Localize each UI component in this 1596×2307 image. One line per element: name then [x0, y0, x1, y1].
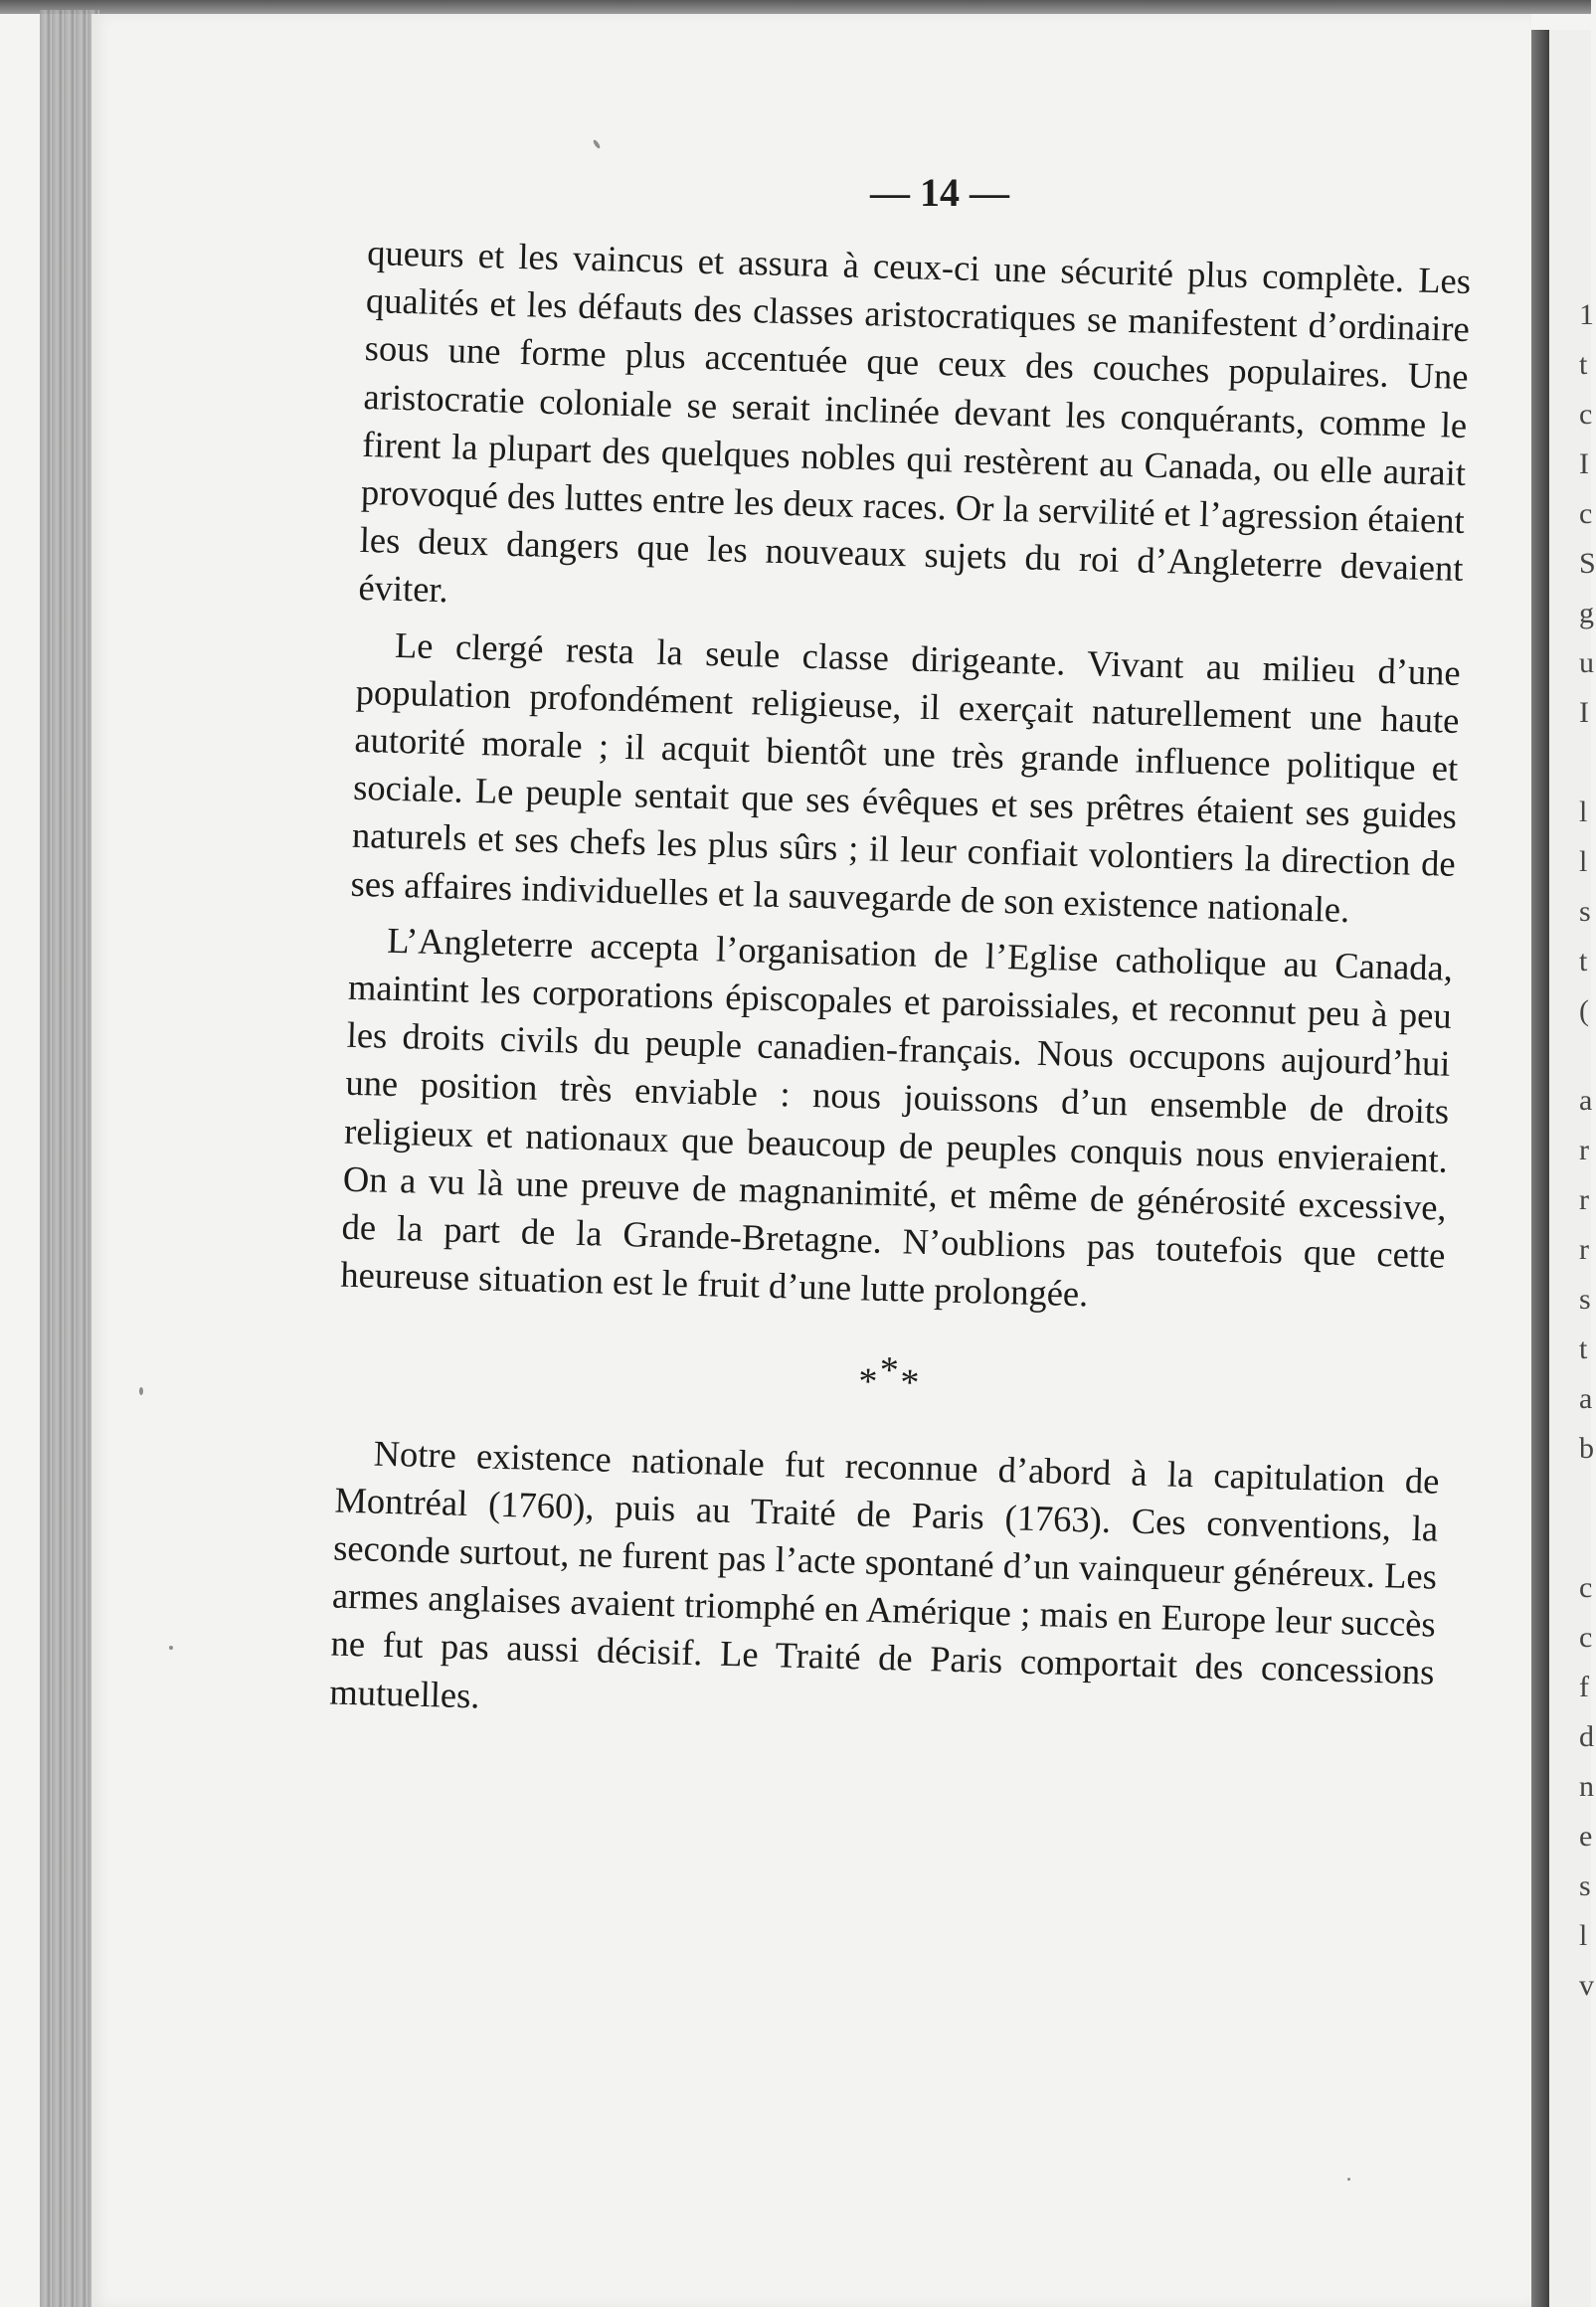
facing-page-letter: a: [1579, 1382, 1593, 1415]
paper-speck: [1347, 2178, 1350, 2181]
facing-page-letter: f: [1579, 1671, 1589, 1703]
paragraph-4: Notre existence nationale fut reconnue d’abord à la capitulation de Montréal (1760), puis au Traité de Paris (1763). Ces conventions, la seconde surtout, ne furent pas l’acte spontané d’un vainqueur généreux. Les armes anglaises avaient triomphé en Amérique ; mais en Europe leur succès ne fut pas aussi décisif. Le Traité de Paris comportait des concessions mutuelles.: [328, 1432, 1440, 1716]
facing-page-letter: I: [1579, 696, 1589, 729]
facing-page-letter: S: [1579, 547, 1596, 580]
asterism-star-right: *: [899, 1361, 922, 1405]
facing-page-letter: r: [1579, 1134, 1589, 1166]
paragraph-3: L’Angleterre accepta l’organisation de l’Eglise catholique au Canada, maintint les corporations épiscopales et paroissiales, et reconnut peu à peu les droits civils du peuple canadien-français. Nous occupons aujourd’hui une position très enviable : nous jouissons d’un ensemble de droits religieux et nationaux que beaucoup de peuples conquis nous envieraient. On a vu là une preuve de magnanimité, et même de générosité excessive, de la part de la Grande-Bretagne. N’oublions pas toutefois que cette heureuse situation est le fruit d’une lutte prolongée.: [339, 919, 1454, 1315]
facing-page-letter: c: [1579, 1571, 1593, 1604]
facing-page-edge: [1549, 30, 1596, 2307]
facing-page-letter: t: [1579, 945, 1588, 977]
paragraph-1: queurs et les vaincus et assura à ceux-ci une sécurité plus complète. Les qualités et les défauts des classes aristocratiques se manifestent d’ordinaire sous une forme plus accentuée que ceux des couches populaires. Une aristocratie coloniale se serait inclinée devant les conquérants, comme le firent la plupart des quelques nobles qui restèrent au Canada, ou elle aurait provoqué des luttes entre les deux races. Or la servilité et l’agression étaient les deux dangers que les nouveaux sujets du roi d’Angleterre devaient éviter.: [358, 231, 1472, 611]
scan-border-top: [0, 0, 1591, 14]
facing-page-letter: a: [1579, 1084, 1593, 1117]
facing-page-letter: s: [1579, 1869, 1591, 1902]
facing-page-letter: 1: [1579, 298, 1594, 331]
facing-page-letter: n: [1579, 1770, 1594, 1803]
facing-page-letter: b: [1579, 1432, 1594, 1465]
page-number: — 14 —: [870, 170, 1009, 215]
section-break-asterism: [337, 1344, 1442, 1421]
facing-page-letter: e: [1579, 1820, 1593, 1853]
facing-page-letter: t: [1579, 348, 1588, 381]
facing-page-letter: s: [1579, 1283, 1591, 1316]
facing-page-letter: d: [1579, 1720, 1594, 1753]
facing-page-letter: c: [1579, 1621, 1593, 1654]
facing-page-letter: I: [1579, 447, 1589, 480]
facing-page-letter: g: [1579, 597, 1594, 629]
asterism-star-left: *: [857, 1360, 880, 1404]
paper-speck: [169, 1646, 173, 1650]
paragraph-2: Le clergé resta la seule classe dirigeante. Vivant au milieu d’une population profondément religieuse, il exerçait naturellement une haute autorité morale ; il acquit bientôt une très grande influence politique et sociale. Le peuple sentait que ses évêques et ses prêtres étaient ses guides naturels et ses chefs les plus sûrs ; il leur confiait volontiers la direction de ses affaires individuelles et la sauvegarde de son existence nationale.: [350, 623, 1462, 930]
facing-page-letter: l: [1579, 845, 1588, 878]
facing-page-letter: c: [1579, 398, 1593, 431]
book-gutter: [1531, 30, 1549, 2307]
facing-page-letter: l: [1579, 1919, 1588, 1952]
facing-page-letter: r: [1579, 1233, 1589, 1266]
facing-page-letter: r: [1579, 1183, 1589, 1216]
facing-page-letter: v: [1579, 1969, 1594, 2002]
book-page-edges: [40, 10, 99, 2307]
paper-speck: [139, 1387, 143, 1395]
facing-page-letter: (: [1579, 994, 1589, 1027]
body-text: [329, 229, 1472, 1744]
facing-page-letter: u: [1579, 646, 1594, 679]
facing-page-letter: l: [1579, 796, 1588, 828]
facing-page-letter: t: [1579, 1332, 1588, 1365]
facing-page-letter: c: [1579, 497, 1593, 530]
asterism-star-middle: *: [879, 1349, 902, 1392]
facing-page-letter: s: [1579, 895, 1591, 928]
